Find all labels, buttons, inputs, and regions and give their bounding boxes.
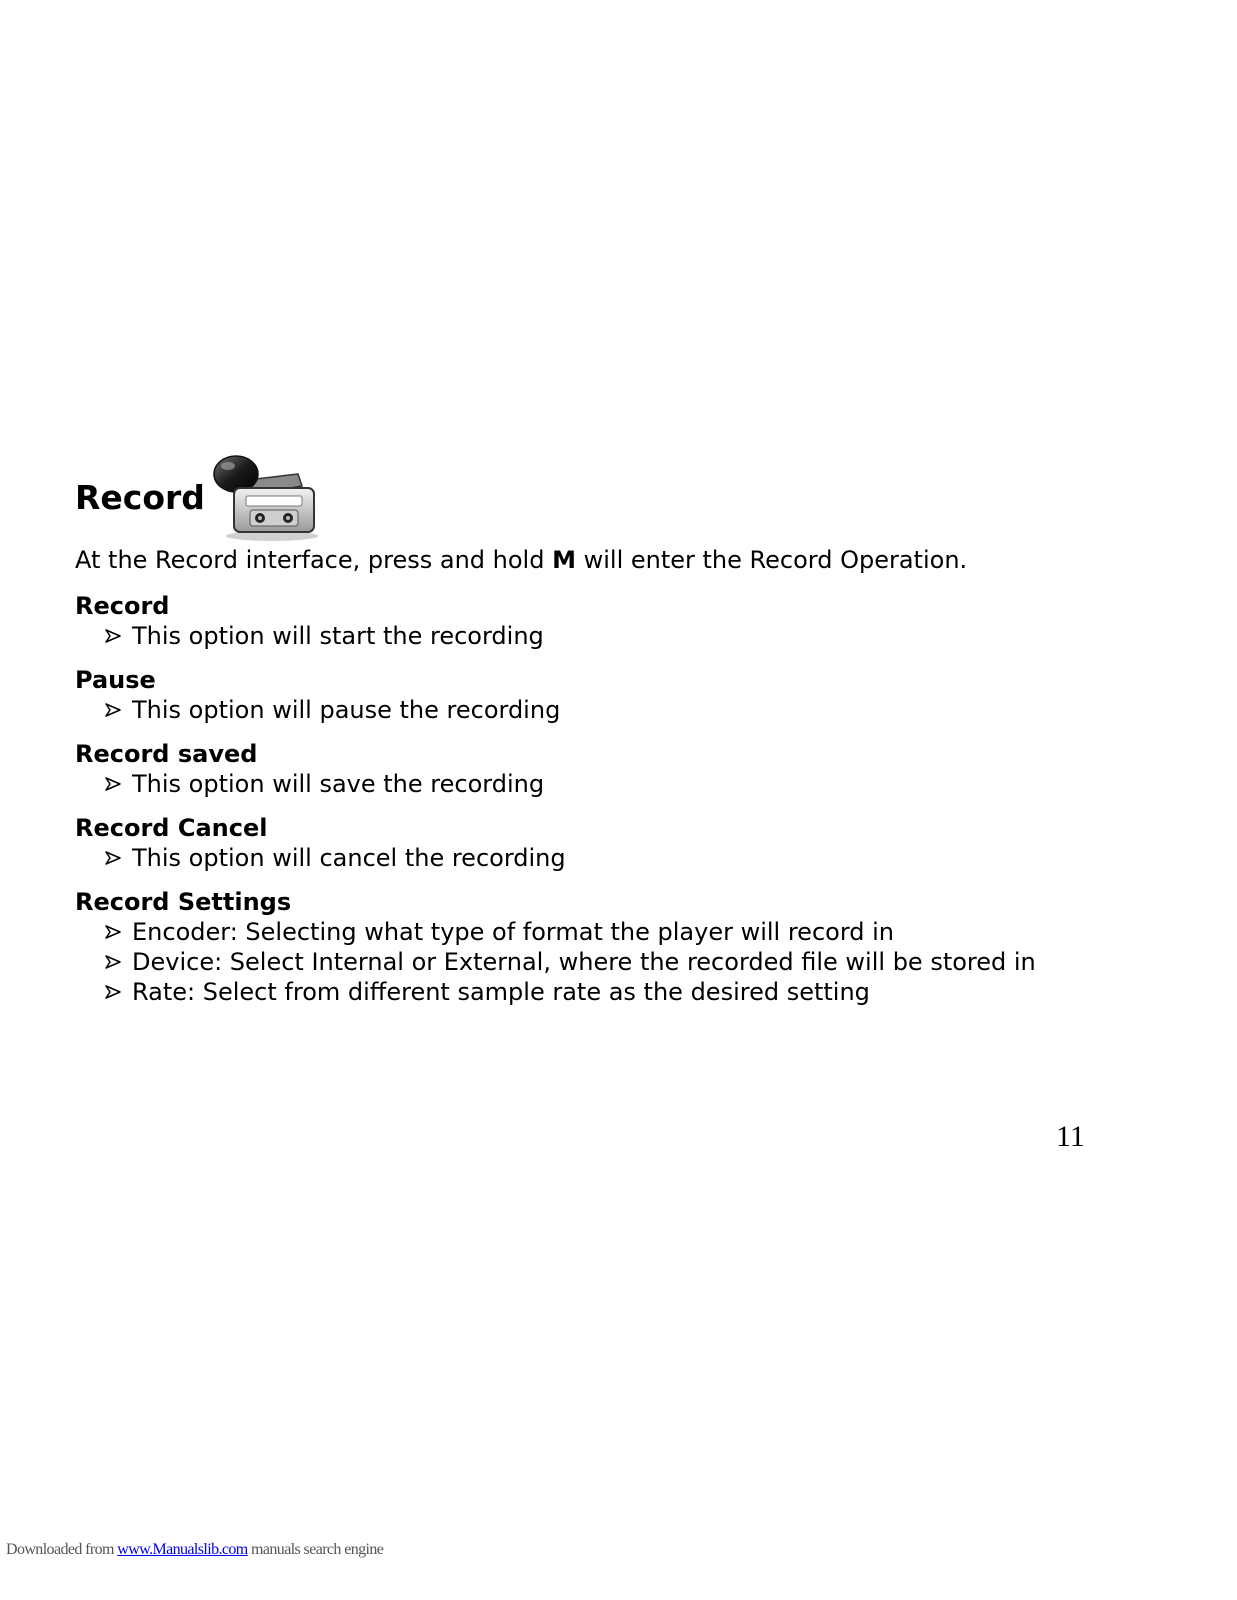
- list-item: Device: Select Internal or External, where the recorded file will be stored in: [75, 947, 1036, 977]
- arrow-bullet-icon: [105, 985, 121, 999]
- list-item: This option will pause the recording: [75, 695, 560, 725]
- footer-credit: Downloaded from www.Manualslib.com manuals search engine: [6, 1541, 384, 1558]
- section-title: Record Settings: [75, 888, 292, 916]
- page-number: 11: [1056, 1120, 1085, 1153]
- list-item: This option will cancel the recording: [75, 843, 566, 873]
- list-item: This option will start the recording: [75, 621, 544, 651]
- arrow-bullet-icon: [105, 925, 121, 939]
- arrow-bullet-icon: [105, 703, 121, 717]
- intro-paragraph: At the Record interface, press and hold M will enter the Record Operation.: [75, 546, 968, 574]
- arrow-bullet-icon: [105, 851, 121, 865]
- list-item: This option will save the recording: [75, 769, 544, 799]
- microphone-cassette-icon: [210, 452, 322, 542]
- list-item: Encoder: Selecting what type of format the player will record in: [75, 917, 1036, 947]
- section-record-settings: [75, 887, 1036, 1007]
- arrow-bullet-icon: [105, 955, 121, 969]
- list-item: Rate: Select from different sample rate as the desired setting: [75, 977, 1036, 1007]
- section-record: [75, 591, 544, 651]
- section-title: Record: [75, 592, 170, 620]
- arrow-bullet-icon: [105, 777, 121, 791]
- section-pause: [75, 665, 560, 725]
- section-title: Pause: [75, 666, 156, 694]
- section-title: Record saved: [75, 740, 258, 768]
- section-record-cancel: [75, 813, 566, 873]
- arrow-bullet-icon: [105, 629, 121, 643]
- section-record-saved: [75, 739, 544, 799]
- section-title: Record Cancel: [75, 814, 268, 842]
- manualslib-link[interactable]: www.Manualslib.com: [117, 1541, 248, 1558]
- page-title: Record: [75, 478, 205, 517]
- key-label: M: [552, 546, 576, 574]
